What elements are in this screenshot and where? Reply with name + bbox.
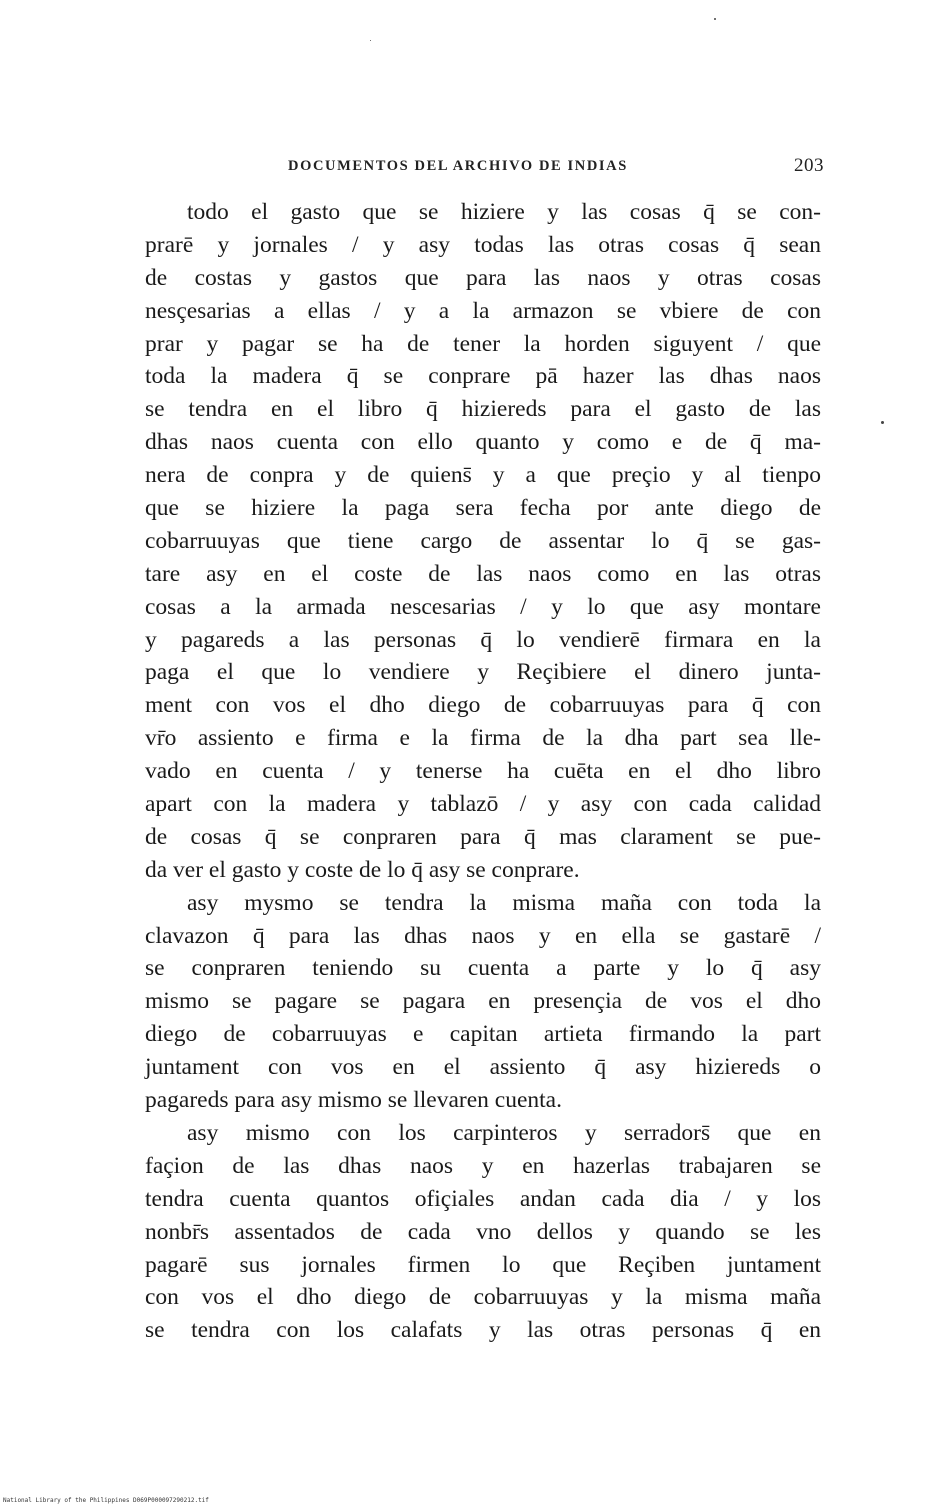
text-line: se tendra con los calafats y las otras personas q̄ en xyxy=(145,1317,821,1344)
text-line: ment con vos el dho diego de cobarruuyas para q̄ con xyxy=(145,692,821,719)
text-line: tare asy en el coste de las naos como en las otras xyxy=(145,560,821,587)
text-line: cosas a la armada nescesarias / y lo que asy montare xyxy=(145,593,821,620)
scan-speck xyxy=(370,40,371,41)
running-head xyxy=(148,155,824,182)
text-line: juntament con vos en el assiento q̄ asy hiziereds o xyxy=(145,1054,821,1081)
text-line: mismo se pagare se pagara en presençia de vos el dho xyxy=(145,988,821,1015)
text-line: façion de las dhas naos y en hazerlas trabajaren se xyxy=(145,1152,821,1179)
text-line: nonbr̄s assentados de cada vno dellos y quando se les xyxy=(145,1218,821,1245)
text-line: vado en cuenta / y tenerse ha cuēta en el dho libro xyxy=(145,758,821,785)
text-line: prar y pagar se ha de tener la horden siguyent / que xyxy=(145,330,821,357)
text-line: apart con la madera y tablazō / y asy con cada calidad xyxy=(145,791,821,818)
text-line: y pagareds a las personas q̄ lo vendierē firmara en la xyxy=(145,626,821,653)
text-line: paga el que lo vendiere y Reçibiere el dinero junta- xyxy=(145,659,821,686)
text-line: prarē y jornales / y asy todas las otras cosas q̄ sean xyxy=(145,231,821,258)
text-line: de costas y gastos que para las naos y otras cosas xyxy=(145,264,821,291)
text-line: nesçesarias a ellas / y a la armazon se vbiere de con xyxy=(145,297,821,324)
text-line: asy mysmo se tendra la misma maña con toda la xyxy=(187,889,821,916)
scan-speck xyxy=(881,421,884,424)
scan-credit: National Library of the Philippines D069P000097290212.tif xyxy=(3,1497,209,1504)
text-line: que se hiziere la paga sera fecha por ante diego de xyxy=(145,495,821,522)
text-line: dhas naos cuenta con ello quanto y como e de q̄ ma- xyxy=(145,429,821,456)
text-line: vr̄o assiento e firma e la firma de la dha part sea lle- xyxy=(145,725,821,752)
text-line: pagarē sus jornales firmen lo que Reçiben juntament xyxy=(145,1251,821,1278)
text-line: con vos el dho diego de cobarruuyas y la misma maña xyxy=(145,1284,821,1311)
text-line: diego de cobarruuyas e capitan artieta firmando la part xyxy=(145,1021,821,1048)
text-line: asy mismo con los carpinteros y serradors̄ que en xyxy=(187,1119,821,1146)
text-line: todo el gasto que se hiziere y las cosas q̄ se con- xyxy=(187,199,821,225)
text-line: de cosas q̄ se conpraren para q̄ mas clarament se pue- xyxy=(145,823,821,850)
scan-speck xyxy=(714,18,716,20)
text-line: toda la madera q̄ se conprare pā hazer las dhas naos xyxy=(145,363,821,390)
text-line: se conpraren teniendo su cuenta a parte y lo q̄ asy xyxy=(145,955,821,982)
text-line: se tendra en el libro q̄ hiziereds para el gasto de las xyxy=(145,396,821,423)
text-line: nera de conpra y de quiens̄ y a que preçio y al tienpo xyxy=(145,462,821,489)
text-line: pagareds para asy mismo se llevaren cuenta. xyxy=(145,1087,562,1114)
page-number: 203 xyxy=(794,155,824,176)
text-line: clavazon q̄ para las dhas naos y en ella se gastarē / xyxy=(145,922,821,949)
text-line: tendra cuenta quantos ofiçiales andan cada dia / y los xyxy=(145,1185,821,1212)
running-title: DOCUMENTOS DEL ARCHIVO DE INDIAS xyxy=(288,158,628,174)
text-line: cobarruuyas que tiene cargo de assentar lo q̄ se gas- xyxy=(145,527,821,554)
text-line: da ver el gasto y coste de lo q̄ asy se conprare. xyxy=(145,856,580,883)
body-text xyxy=(145,196,821,1347)
